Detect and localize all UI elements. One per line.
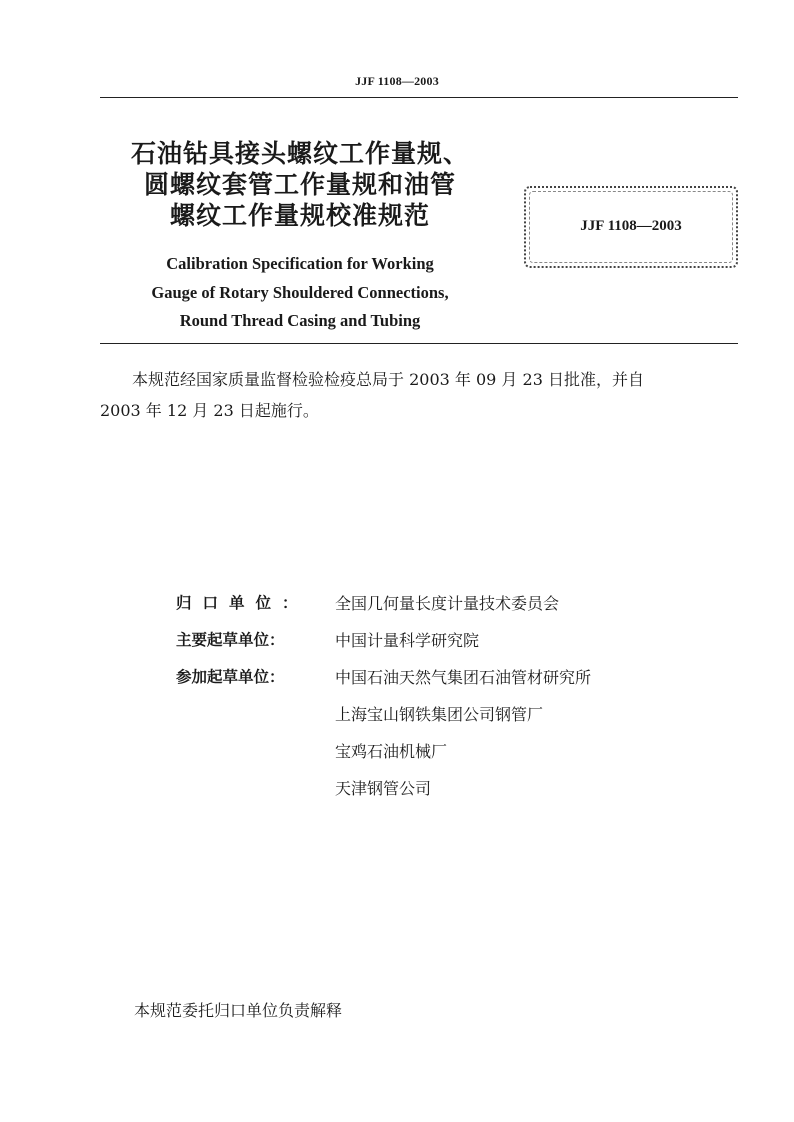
chinese-title-line: 圆螺纹套管工作量规和油管 — [143, 170, 456, 199]
unit-row-participant — [176, 776, 696, 813]
approval-line: 本规范经国家质量监督检验检疫总局于 2003 年 09 月 23 日批准，并自 — [132, 370, 644, 389]
unit-row-participant — [176, 739, 696, 776]
unit-row-participant — [176, 702, 696, 739]
unit-label: 参加起草单位： — [176, 668, 285, 686]
english-title — [100, 250, 500, 336]
unit-label: 主要起草单位： — [176, 631, 285, 649]
chinese-title — [100, 138, 500, 231]
interpretation-note: 本规范委托归口单位负责解释 — [134, 1001, 343, 1020]
standard-code-header: JJF 1108—2003 — [355, 74, 439, 88]
drafting-units — [176, 591, 696, 813]
unit-label: 归口单位： — [176, 594, 309, 612]
standard-code-box — [524, 186, 738, 268]
unit-value: 中国石油天然气集团石油管材研究所 — [335, 668, 592, 687]
english-title-line: Gauge of Rotary Shouldered Connections, — [151, 282, 449, 302]
title-divider-rule — [100, 343, 738, 344]
chinese-title-line: 石油钻具接头螺纹工作量规、 — [130, 139, 469, 168]
unit-row-responsible — [176, 591, 696, 628]
header-rule — [100, 97, 738, 98]
unit-value: 全国几何量长度计量技术委员会 — [335, 594, 560, 613]
unit-value: 宝鸡石油机械厂 — [335, 742, 448, 761]
unit-value: 天津钢管公司 — [335, 779, 432, 798]
approval-line: 2003 年 12 月 23 日起施行。 — [100, 401, 319, 420]
unit-value: 中国计量科学研究院 — [335, 631, 480, 650]
unit-row-main-drafter — [176, 628, 696, 665]
english-title-line: Calibration Specification for Working — [166, 254, 434, 273]
english-title-line: Round Thread Casing and Tubing — [179, 311, 421, 330]
approval-statement — [100, 364, 738, 426]
unit-row-participants — [176, 665, 696, 702]
chinese-title-line: 螺纹工作量规校准规范 — [169, 201, 430, 230]
standard-code-box-text: JJF 1108—2003 — [580, 218, 682, 234]
unit-value: 上海宝山钢铁集团公司钢管厂 — [335, 705, 544, 724]
